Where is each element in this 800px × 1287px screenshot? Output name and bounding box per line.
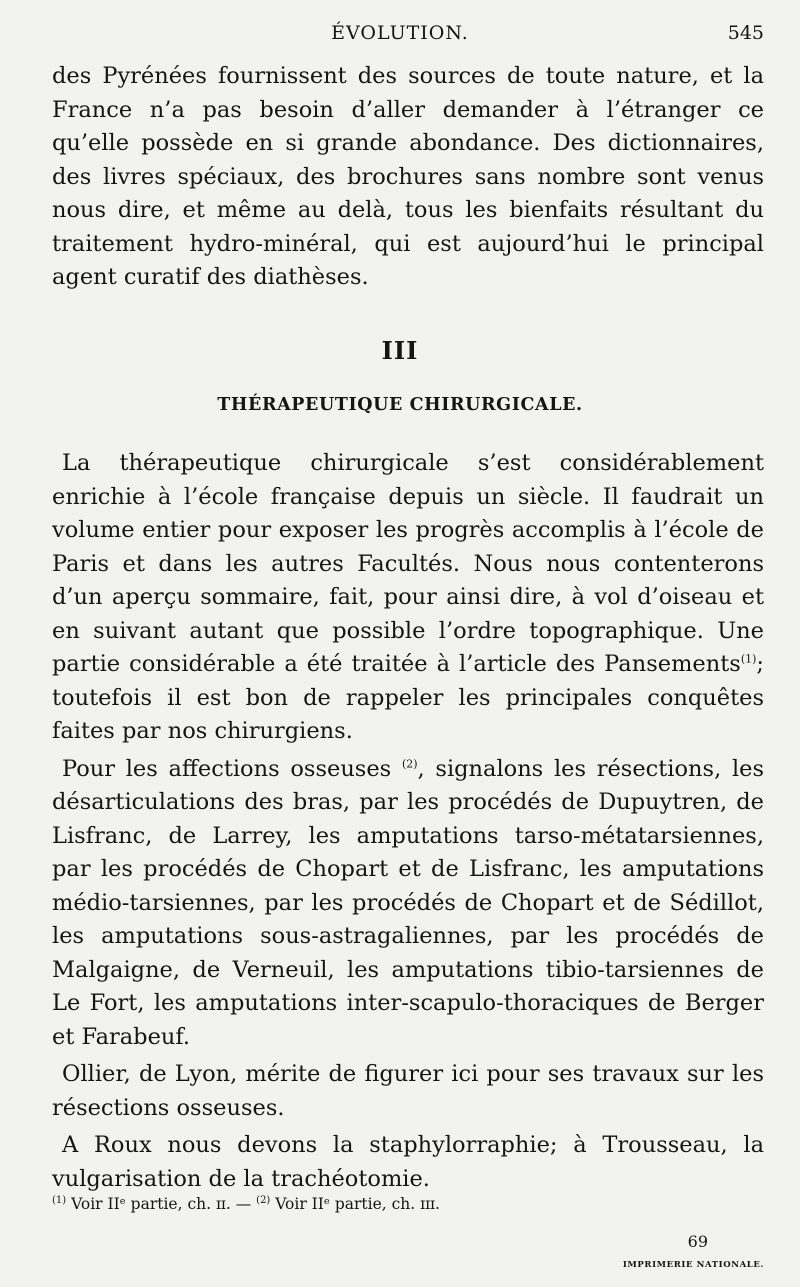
footnote-2-mark: (2) xyxy=(256,1194,271,1206)
footnote-ref-2: (2) xyxy=(401,757,418,770)
section-title: THÉRAPEUTIQUE CHIRURGICALE. xyxy=(217,395,583,415)
section-number: III xyxy=(381,336,419,365)
footnote-ref-1: (1) xyxy=(740,652,757,666)
footnote-1-mark: (1) xyxy=(52,1194,67,1206)
page-number: 545 xyxy=(727,22,764,44)
footnotes xyxy=(52,1193,752,1215)
signature-number: 69 xyxy=(687,1232,708,1251)
paragraph-4: A Roux nous devons la staphylorraphie; à Trousseau, la vulgarisation de la trachéotomie. xyxy=(52,1132,764,1192)
intro-paragraph: des Pyrénées fournissent des sources de toute nature, et la France n’a pas besoin d’aller demander à l’étranger ce qu’elle possède en si grande abondance. Des dictionnaires, des livres spéciaux, des brochures sans nombre sont venus nous dire, et même au delà, tous les bienfaits résultant du traitement hydro-minéral, qui est aujourd’hui le principal agent curatif des diathèses. xyxy=(52,63,764,290)
paragraph-1-text-continued: ; toutefois il est bon de rappeler les principales conquêtes faites par nos chirurgiens. xyxy=(52,651,764,744)
paragraph-2-text-continued: , signalons les résections, les désarticulations des bras, par les procédés de Dupuytren, de Lisfranc, de Larrey, les amputations tarso-métatarsiennes, par les procédés de Chopart et de Lisfranc, les amputations médio-tarsiennes, par les procédés de Chopart et de Sédillot, les amputations sous-astragaliennes, par les procédés de Malgaigne, de Verneuil, les amputations tibio-tarsiennes de Le Fort, les amputations inter-scapulo-thoraciques de Berger et Farabeuf. xyxy=(52,755,764,1050)
section-body xyxy=(52,447,764,1196)
printer-imprint: IMPRIMERIE NATIONALE. xyxy=(622,1260,764,1270)
paragraph-2 xyxy=(52,753,764,1055)
footnote-2-text: Voir IIᵉ partie, ch. ɪɪɪ. xyxy=(270,1195,440,1213)
paragraph-1-text: La thérapeutique chirurgicale s’est considérablement enrichie à l’école française depuis un siècle. Il faudrait un volume entier pour exposer les progrès accomplis à l’école de Paris et dans les autres Facultés. Nous nous contenterons d’un aperçu sommaire, fait, pour ainsi dire, à vol d’oiseau et en suivant autant que possible l’ordre topographique. Une partie considérable a été traitée à l’article des Pansements xyxy=(52,450,764,677)
paragraph-3: Ollier, de Lyon, mérite de figurer ici pour ses travaux sur les résections osseuses. xyxy=(52,1061,764,1121)
running-header xyxy=(0,22,800,52)
intro-text-block xyxy=(52,60,764,295)
footnote-1-text: Voir IIᵉ partie, ch. ɪɪ. — xyxy=(66,1195,257,1213)
running-title: ÉVOLUTION. xyxy=(331,22,469,44)
paragraph-1 xyxy=(52,447,764,749)
paragraph-2-text: Pour les affections osseuses xyxy=(62,755,402,782)
